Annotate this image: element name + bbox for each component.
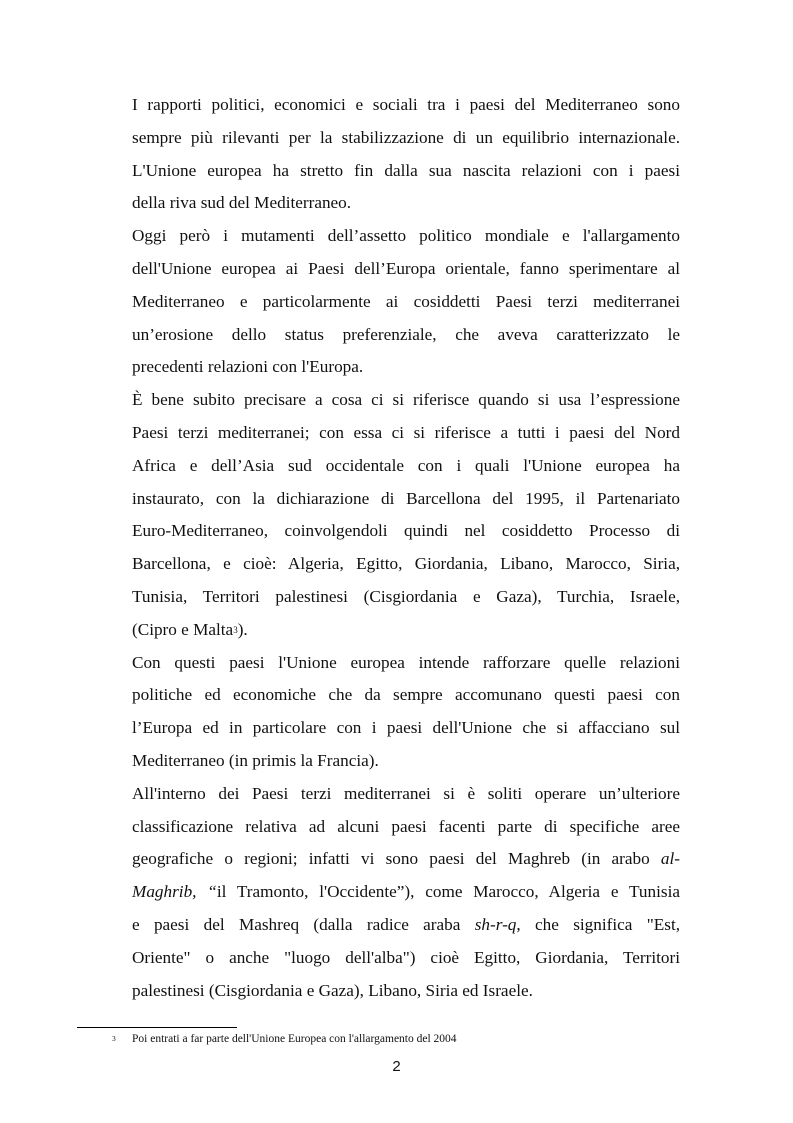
paragraph <box>132 89 680 220</box>
paragraph <box>132 220 680 384</box>
footnote-text: Poi entrati a far parte dell'Unione Europea con l'allargamento del 2004 <box>132 1033 457 1045</box>
text-line: Paesi terzi mediterranei; con essa ci si riferisce a tutti i paesi del Nord <box>132 422 680 442</box>
text-line: della riva sud del Mediterraneo. <box>132 193 352 213</box>
text-line: politiche ed economiche che da sempre accomunano questi paesi con <box>132 685 680 705</box>
italic-term: al- <box>660 849 680 869</box>
footnote <box>112 1032 672 1046</box>
footnote-number: 3 <box>112 1034 116 1043</box>
paragraph <box>132 778 680 1008</box>
text-line <box>132 614 680 647</box>
text-line: dell'Unione europea ai Paesi dell’Europa orientale, fanno sperimentare al <box>132 258 680 278</box>
text-line: Mediterraneo e particolarmente ai cosiddetti Paesi terzi mediterranei <box>132 291 680 311</box>
text-line <box>132 909 680 942</box>
text-line: sempre più rilevanti per la stabilizzazione di un equilibrio internazionale. <box>132 127 680 147</box>
text-line: instaurato, con la dichiarazione di Barcellona del 1995, il Partenariato <box>132 488 680 508</box>
text-line <box>132 876 680 909</box>
text-span: geografiche o regioni; infatti vi sono paesi del Maghreb (in arabo <box>132 849 650 869</box>
text-line: È bene subito precisare a cosa ci si riferisce quando si usa l’espressione <box>132 390 680 410</box>
text-line: l’Europa ed in particolare con i paesi dell'Unione che si affacciano sul <box>132 718 680 738</box>
text-line: Oggi però i mutamenti dell’assetto politico mondiale e l'allargamento <box>132 226 680 246</box>
text-line: All'interno dei Paesi terzi mediterranei si è soliti operare un’ulteriore <box>132 783 680 803</box>
text-span: il Tramonto, l'Occidente”), come Marocco, Algeria e Tunisia <box>216 882 680 902</box>
text-line: Euro-Mediterraneo, coinvolgendoli quindi nel cosiddetto Processo di <box>132 521 680 541</box>
text-line: Con questi paesi l'Unione europea intende rafforzare quelle relazioni <box>132 652 680 672</box>
text-line: palestinesi (Cisgiordania e Gaza), Libano, Siria ed Israele. <box>132 980 533 1000</box>
text-line: Mediterraneo (in primis la Francia). <box>132 750 379 770</box>
text-span: (Cipro e Malta <box>132 619 234 639</box>
body-text <box>132 89 680 1007</box>
footnote-reference[interactable]: 3 <box>233 624 238 635</box>
text-line <box>132 843 680 876</box>
text-line: I rapporti politici, economici e sociali tra i paesi del Mediterraneo sono <box>132 95 680 114</box>
text-line: un’erosione dello status preferenziale, che aveva caratterizzato le <box>132 324 680 344</box>
italic-term: sh-r-q <box>474 914 517 934</box>
text-line: Oriente" o anche "luogo dell'alba") cioè Egitto, Giordania, Territori <box>132 947 680 967</box>
paragraph <box>132 384 680 646</box>
text-span: ). <box>237 619 248 639</box>
text-line: Africa e dell’Asia sud occidentale con i quali l'Unione europea ha <box>132 455 680 475</box>
text-line: L'Unione europea ha stretto fin dalla sua nascita relazioni con i paesi <box>132 160 680 180</box>
text-line: Barcellona, e cioè: Algeria, Egitto, Giordania, Libano, Marocco, Siria, <box>132 554 680 574</box>
page-number: 2 <box>392 1058 401 1075</box>
text-span: , che significa "Est, <box>516 914 681 934</box>
footnote-separator <box>77 1027 237 1028</box>
text-line: precedenti relazioni con l'Europa. <box>132 357 364 377</box>
paragraph <box>132 647 680 778</box>
italic-term: Maghrib, “ <box>132 882 217 902</box>
text-line: Tunisia, Territori palestinesi (Cisgiordania e Gaza), Turchia, Israele, <box>132 586 680 606</box>
text-span: e paesi del Mashreq (dalla radice araba <box>132 914 461 934</box>
text-line: classificazione relativa ad alcuni paesi facenti parte di specifiche aree <box>132 816 680 836</box>
